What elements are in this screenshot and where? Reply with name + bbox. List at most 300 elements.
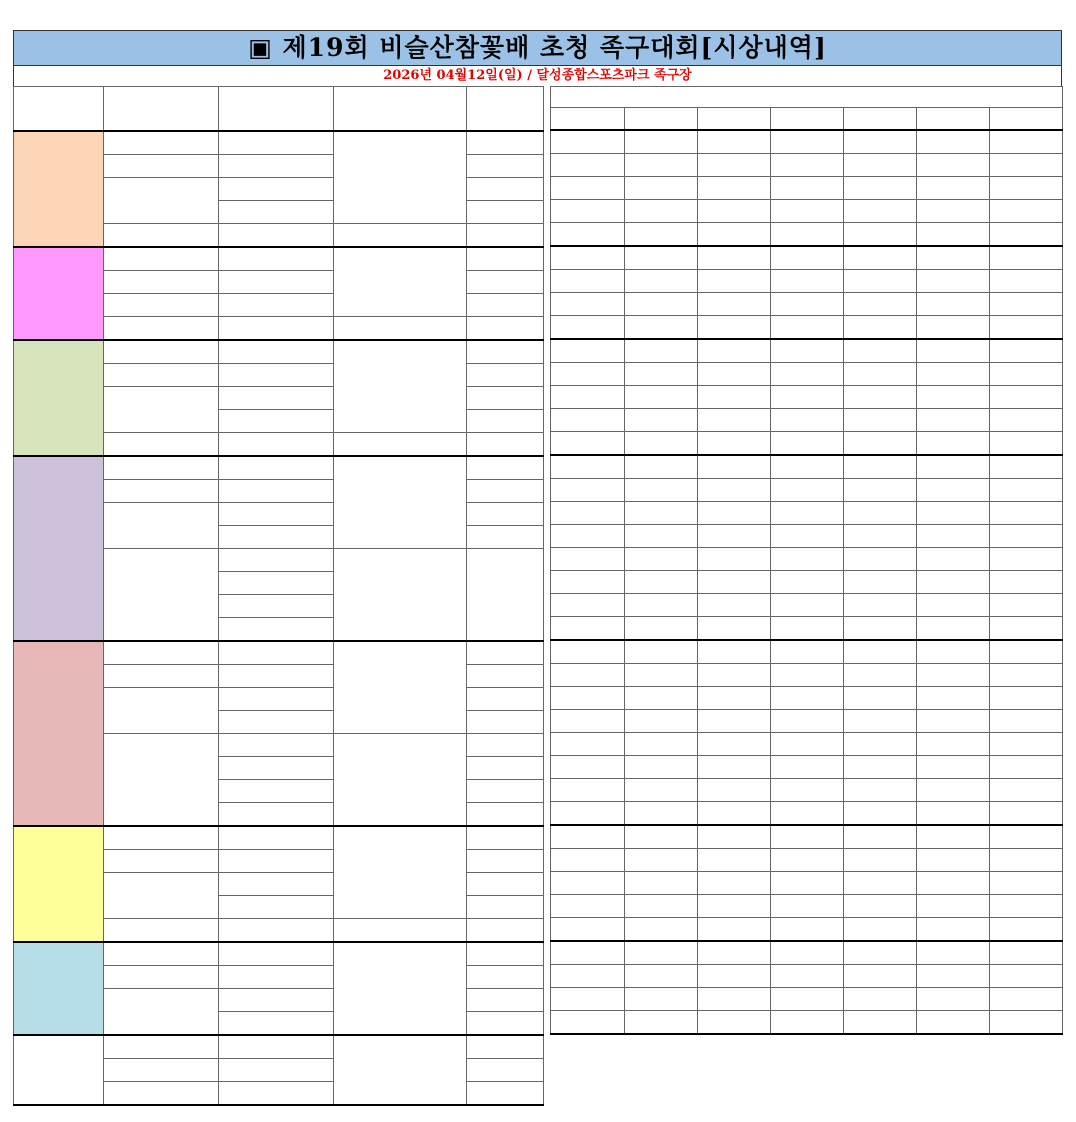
award-detail bbox=[334, 826, 467, 919]
coach-name bbox=[551, 1011, 625, 1035]
player-name bbox=[771, 849, 844, 872]
division-name bbox=[14, 942, 104, 1035]
coach-name bbox=[551, 733, 625, 756]
player-name bbox=[625, 432, 698, 456]
prize-amount bbox=[467, 641, 544, 665]
player-name bbox=[771, 455, 844, 479]
coach-name bbox=[551, 756, 625, 779]
result-cell bbox=[104, 734, 219, 827]
team-name bbox=[219, 734, 334, 757]
roster-row bbox=[551, 339, 1063, 363]
prize-amount bbox=[467, 155, 544, 178]
player-name bbox=[698, 802, 771, 826]
player-name bbox=[625, 664, 698, 687]
player-name bbox=[625, 246, 698, 270]
coach-name bbox=[551, 502, 625, 525]
team-name bbox=[219, 711, 334, 734]
player-name bbox=[844, 409, 917, 432]
header-cell bbox=[467, 87, 544, 132]
roster-subheader bbox=[844, 108, 917, 131]
player-name bbox=[917, 594, 990, 617]
award-detail bbox=[334, 942, 467, 1035]
player-name bbox=[990, 409, 1063, 432]
award-detail bbox=[334, 224, 467, 248]
roster-row bbox=[551, 733, 1063, 756]
awards-table bbox=[13, 86, 544, 1106]
player-name bbox=[771, 386, 844, 409]
award-detail bbox=[334, 131, 467, 224]
player-name bbox=[625, 640, 698, 664]
team-name bbox=[219, 549, 334, 572]
player-name bbox=[625, 502, 698, 525]
team-name bbox=[219, 896, 334, 919]
roster-row bbox=[551, 779, 1063, 802]
player-name bbox=[625, 988, 698, 1011]
player-name bbox=[917, 918, 990, 942]
roster-row bbox=[551, 548, 1063, 571]
player-name bbox=[625, 293, 698, 316]
roster-row bbox=[551, 965, 1063, 988]
award-row bbox=[14, 456, 544, 480]
player-name bbox=[698, 918, 771, 942]
player-name bbox=[990, 733, 1063, 756]
prize-amount bbox=[467, 1035, 544, 1059]
prize-amount bbox=[467, 803, 544, 827]
coach-name bbox=[551, 965, 625, 988]
player-name bbox=[698, 409, 771, 432]
player-name bbox=[990, 872, 1063, 895]
player-name bbox=[771, 316, 844, 340]
roster-row bbox=[551, 710, 1063, 733]
player-name bbox=[625, 687, 698, 710]
player-name bbox=[917, 779, 990, 802]
prize-amount bbox=[467, 480, 544, 503]
team-name bbox=[219, 178, 334, 201]
roster-row bbox=[551, 895, 1063, 918]
prize-amount bbox=[467, 294, 544, 317]
coach-name bbox=[551, 525, 625, 548]
player-name bbox=[917, 293, 990, 316]
team-name bbox=[219, 641, 334, 665]
player-name bbox=[917, 756, 990, 779]
player-name bbox=[625, 918, 698, 942]
player-name bbox=[844, 432, 917, 456]
player-name bbox=[917, 640, 990, 664]
player-name bbox=[771, 965, 844, 988]
player-name bbox=[844, 687, 917, 710]
roster-row bbox=[551, 802, 1063, 826]
team-name bbox=[219, 618, 334, 642]
player-name bbox=[698, 154, 771, 177]
award-detail bbox=[334, 549, 467, 642]
player-name bbox=[771, 664, 844, 687]
player-name bbox=[990, 664, 1063, 687]
player-name bbox=[844, 525, 917, 548]
award-detail bbox=[334, 247, 467, 317]
player-name bbox=[917, 1011, 990, 1035]
team-name bbox=[219, 1059, 334, 1082]
player-name bbox=[625, 154, 698, 177]
player-name bbox=[844, 849, 917, 872]
player-name bbox=[990, 455, 1063, 479]
prize-amount bbox=[467, 178, 544, 201]
player-roster-table bbox=[550, 86, 1063, 1035]
player-name bbox=[844, 223, 917, 247]
coach-name bbox=[551, 664, 625, 687]
player-name bbox=[844, 802, 917, 826]
player-name bbox=[990, 825, 1063, 849]
result-cell bbox=[104, 480, 219, 503]
roster-row bbox=[551, 525, 1063, 548]
player-name bbox=[698, 246, 771, 270]
player-name bbox=[990, 687, 1063, 710]
coach-name bbox=[551, 154, 625, 177]
player-name bbox=[625, 617, 698, 641]
result-cell bbox=[104, 224, 219, 248]
award-row bbox=[14, 131, 544, 155]
player-name bbox=[625, 455, 698, 479]
player-name bbox=[990, 756, 1063, 779]
result-cell bbox=[104, 271, 219, 294]
prize-amount bbox=[467, 364, 544, 387]
roster-row bbox=[551, 479, 1063, 502]
roster-subheader bbox=[698, 108, 771, 131]
player-name bbox=[698, 293, 771, 316]
prize-amount bbox=[467, 665, 544, 688]
player-name bbox=[771, 1011, 844, 1035]
roster-subheader bbox=[771, 108, 844, 131]
result-cell bbox=[104, 317, 219, 341]
player-name bbox=[771, 779, 844, 802]
coach-name bbox=[551, 293, 625, 316]
coach-name bbox=[551, 409, 625, 432]
result-cell bbox=[104, 155, 219, 178]
player-name bbox=[917, 316, 990, 340]
player-name bbox=[771, 177, 844, 200]
roster-row bbox=[551, 432, 1063, 456]
team-name bbox=[219, 989, 334, 1012]
result-cell bbox=[104, 294, 219, 317]
result-cell bbox=[104, 456, 219, 480]
player-name bbox=[625, 363, 698, 386]
player-name bbox=[990, 130, 1063, 154]
prize-amount bbox=[467, 1059, 544, 1082]
player-name bbox=[771, 154, 844, 177]
result-cell bbox=[104, 549, 219, 642]
coach-name bbox=[551, 339, 625, 363]
player-name bbox=[990, 339, 1063, 363]
prize-amount bbox=[467, 503, 544, 526]
page-title: ▣ 제19회 비슬산참꽃배 초청 족구대회[시상내역] bbox=[13, 30, 1062, 66]
coach-name bbox=[551, 130, 625, 154]
roster-row bbox=[551, 849, 1063, 872]
player-name bbox=[990, 479, 1063, 502]
award-detail bbox=[334, 734, 467, 827]
player-name bbox=[771, 409, 844, 432]
coach-name bbox=[551, 432, 625, 456]
player-name bbox=[625, 594, 698, 617]
roster-row bbox=[551, 293, 1063, 316]
award-detail bbox=[334, 456, 467, 549]
prize-amount bbox=[467, 1082, 544, 1106]
award-detail bbox=[334, 919, 467, 943]
player-name bbox=[990, 270, 1063, 293]
player-name bbox=[698, 872, 771, 895]
division-name bbox=[14, 1035, 104, 1105]
award-detail bbox=[334, 317, 467, 341]
team-name bbox=[219, 456, 334, 480]
coach-name bbox=[551, 941, 625, 965]
player-name bbox=[844, 779, 917, 802]
player-name bbox=[698, 571, 771, 594]
player-name bbox=[844, 270, 917, 293]
player-name bbox=[990, 154, 1063, 177]
roster-row bbox=[551, 825, 1063, 849]
roster-subheader bbox=[551, 108, 625, 131]
player-name bbox=[917, 200, 990, 223]
team-name bbox=[219, 780, 334, 803]
player-name bbox=[844, 756, 917, 779]
team-name bbox=[219, 803, 334, 827]
player-name bbox=[771, 246, 844, 270]
player-name bbox=[698, 988, 771, 1011]
prize-amount bbox=[467, 1012, 544, 1036]
result-cell bbox=[104, 387, 219, 433]
player-name bbox=[917, 270, 990, 293]
award-row bbox=[14, 340, 544, 364]
player-name bbox=[844, 617, 917, 641]
player-name bbox=[917, 339, 990, 363]
roster-row bbox=[551, 502, 1063, 525]
player-name bbox=[771, 432, 844, 456]
player-name bbox=[698, 664, 771, 687]
team-name bbox=[219, 503, 334, 526]
player-name bbox=[990, 316, 1063, 340]
roster-row bbox=[551, 640, 1063, 664]
player-name bbox=[990, 223, 1063, 247]
player-name bbox=[844, 316, 917, 340]
prize-amount bbox=[467, 387, 544, 410]
roster-row bbox=[551, 316, 1063, 340]
player-name bbox=[917, 988, 990, 1011]
player-name bbox=[771, 548, 844, 571]
result-cell bbox=[104, 873, 219, 919]
player-name bbox=[917, 617, 990, 641]
prize-amount bbox=[467, 780, 544, 803]
player-name bbox=[990, 594, 1063, 617]
roster-row bbox=[551, 617, 1063, 641]
prize-amount bbox=[467, 340, 544, 364]
player-name bbox=[698, 779, 771, 802]
player-name bbox=[771, 733, 844, 756]
prize-amount bbox=[467, 224, 544, 248]
player-name bbox=[698, 455, 771, 479]
player-name bbox=[771, 502, 844, 525]
player-name bbox=[698, 339, 771, 363]
prize-amount bbox=[467, 271, 544, 294]
player-name bbox=[625, 479, 698, 502]
player-name bbox=[771, 941, 844, 965]
prize-amount bbox=[467, 711, 544, 734]
player-name bbox=[990, 617, 1063, 641]
team-name bbox=[219, 966, 334, 989]
award-detail bbox=[334, 340, 467, 433]
player-name bbox=[990, 895, 1063, 918]
team-name bbox=[219, 526, 334, 549]
player-name bbox=[771, 918, 844, 942]
team-name bbox=[219, 410, 334, 433]
player-name bbox=[698, 640, 771, 664]
player-name bbox=[625, 779, 698, 802]
prize-amount bbox=[467, 549, 544, 642]
coach-name bbox=[551, 455, 625, 479]
result-cell bbox=[104, 131, 219, 155]
team-name bbox=[219, 572, 334, 595]
prize-amount bbox=[467, 131, 544, 155]
result-cell bbox=[104, 665, 219, 688]
prize-amount bbox=[467, 826, 544, 850]
player-name bbox=[917, 571, 990, 594]
player-name bbox=[771, 200, 844, 223]
team-name bbox=[219, 1082, 334, 1106]
coach-name bbox=[551, 802, 625, 826]
player-name bbox=[771, 571, 844, 594]
result-cell bbox=[104, 433, 219, 457]
player-name bbox=[771, 293, 844, 316]
player-name bbox=[990, 386, 1063, 409]
team-name bbox=[219, 1035, 334, 1059]
player-name bbox=[625, 386, 698, 409]
player-name bbox=[625, 200, 698, 223]
player-name bbox=[771, 802, 844, 826]
team-name bbox=[219, 224, 334, 248]
coach-name bbox=[551, 825, 625, 849]
player-name bbox=[625, 316, 698, 340]
header-cell bbox=[219, 87, 334, 132]
player-name bbox=[844, 594, 917, 617]
prize-amount bbox=[467, 433, 544, 457]
player-name bbox=[698, 130, 771, 154]
coach-name bbox=[551, 617, 625, 641]
event-date-venue: 2026년 04월12일(일) / 달성종합스포츠파크 족구장 bbox=[13, 66, 1062, 86]
prize-amount bbox=[467, 873, 544, 896]
roster-row bbox=[551, 409, 1063, 432]
player-name bbox=[917, 455, 990, 479]
player-name bbox=[917, 895, 990, 918]
coach-name bbox=[551, 710, 625, 733]
roster-row bbox=[551, 756, 1063, 779]
player-name bbox=[990, 710, 1063, 733]
roster-row bbox=[551, 246, 1063, 270]
division-name bbox=[14, 247, 104, 340]
player-name bbox=[844, 640, 917, 664]
player-name bbox=[844, 571, 917, 594]
player-name bbox=[625, 710, 698, 733]
award-row bbox=[14, 641, 544, 665]
player-name bbox=[990, 965, 1063, 988]
player-name bbox=[844, 664, 917, 687]
player-name bbox=[844, 918, 917, 942]
player-name bbox=[844, 733, 917, 756]
player-name bbox=[625, 548, 698, 571]
player-name bbox=[917, 664, 990, 687]
player-name bbox=[844, 154, 917, 177]
team-name bbox=[219, 131, 334, 155]
player-name bbox=[917, 363, 990, 386]
division-name bbox=[14, 641, 104, 826]
roster-row bbox=[551, 154, 1063, 177]
coach-name bbox=[551, 386, 625, 409]
player-name bbox=[917, 502, 990, 525]
player-name bbox=[698, 733, 771, 756]
player-name bbox=[844, 710, 917, 733]
roster-subheader bbox=[625, 108, 698, 131]
team-name bbox=[219, 757, 334, 780]
player-name bbox=[625, 872, 698, 895]
award-detail bbox=[334, 433, 467, 457]
roster-row bbox=[551, 918, 1063, 942]
division-name bbox=[14, 340, 104, 456]
player-name bbox=[698, 895, 771, 918]
player-name bbox=[990, 988, 1063, 1011]
player-name bbox=[625, 130, 698, 154]
player-name bbox=[990, 640, 1063, 664]
division-name bbox=[14, 826, 104, 942]
prize-amount bbox=[467, 919, 544, 943]
team-name bbox=[219, 873, 334, 896]
roster-row bbox=[551, 872, 1063, 895]
prize-amount bbox=[467, 526, 544, 549]
player-name bbox=[771, 363, 844, 386]
result-cell bbox=[104, 850, 219, 873]
player-name bbox=[771, 594, 844, 617]
player-name bbox=[917, 687, 990, 710]
player-name bbox=[917, 246, 990, 270]
roster-row bbox=[551, 386, 1063, 409]
player-name bbox=[698, 386, 771, 409]
player-name bbox=[698, 941, 771, 965]
player-name bbox=[990, 200, 1063, 223]
award-row bbox=[14, 942, 544, 966]
player-name bbox=[698, 270, 771, 293]
player-name bbox=[698, 1011, 771, 1035]
player-name bbox=[844, 941, 917, 965]
player-name bbox=[771, 872, 844, 895]
coach-name bbox=[551, 594, 625, 617]
player-name bbox=[990, 779, 1063, 802]
prize-amount bbox=[467, 966, 544, 989]
player-name bbox=[990, 432, 1063, 456]
prize-amount bbox=[467, 688, 544, 711]
player-name bbox=[698, 479, 771, 502]
player-name bbox=[625, 525, 698, 548]
result-cell bbox=[104, 364, 219, 387]
team-name bbox=[219, 155, 334, 178]
player-name bbox=[698, 432, 771, 456]
player-name bbox=[990, 363, 1063, 386]
header-cell bbox=[104, 87, 219, 132]
player-name bbox=[917, 479, 990, 502]
player-name bbox=[698, 617, 771, 641]
player-name bbox=[698, 177, 771, 200]
player-name bbox=[844, 1011, 917, 1035]
player-name bbox=[625, 965, 698, 988]
result-cell bbox=[104, 340, 219, 364]
player-name bbox=[844, 293, 917, 316]
player-name bbox=[917, 525, 990, 548]
player-name bbox=[990, 849, 1063, 872]
prize-amount bbox=[467, 850, 544, 873]
